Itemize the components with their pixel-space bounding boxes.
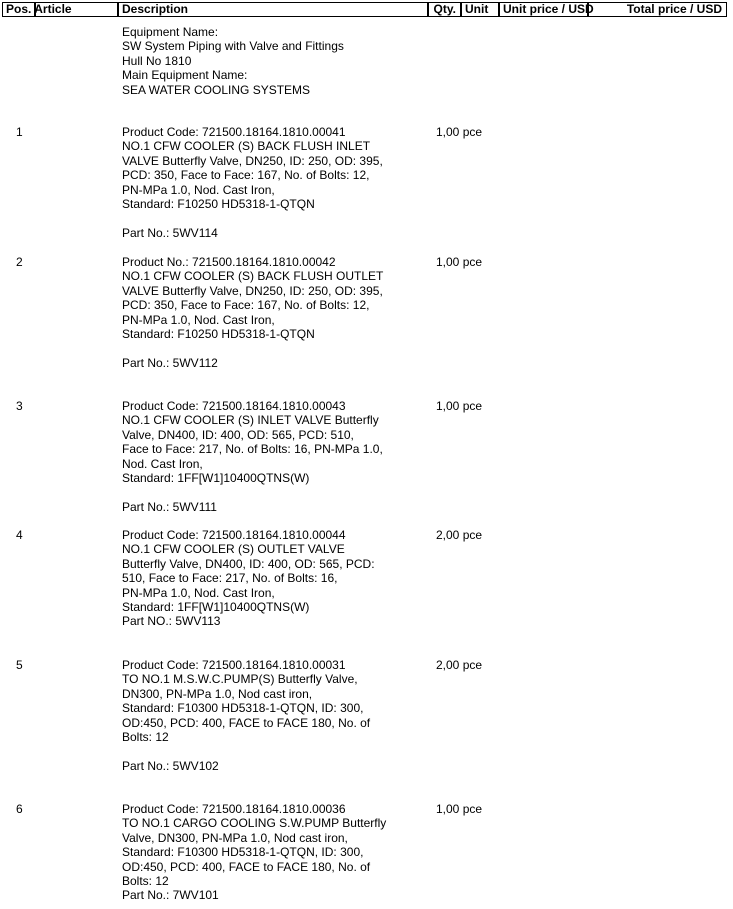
item-part-no: Part NO.: 5WV113 [122, 614, 221, 628]
desc-line: PN-MPa 1.0, Nod. Cast Iron, [122, 585, 275, 600]
table-header [0, 0, 733, 19]
item-description [122, 125, 383, 211]
item-description [122, 658, 370, 744]
desc-line: Product No.: 721500.18164.1810.00042 [122, 255, 336, 269]
desc-line: TO NO.1 CARGO COOLING S.W.PUMP Butterfly [122, 816, 387, 831]
equipment-line: SEA WATER COOLING SYSTEMS [122, 82, 311, 97]
equipment-line: SW System Piping with Valve and Fittings [122, 39, 344, 54]
item-qty: 2,00 pce [436, 528, 483, 542]
equipment-line: Main Equipment Name: [122, 68, 248, 83]
desc-line: Standard: F10300 HD5318-1-QTQN, ID: 300, [122, 701, 364, 716]
item-description [122, 255, 383, 341]
header-description-label: Description [122, 2, 189, 16]
desc-line: Bolts: 12 [122, 730, 169, 745]
desc-line: Butterfly Valve, DN400, ID: 400, OD: 565, PCD: [122, 556, 375, 571]
desc-line: PCD: 350, Face to Face: 167, No. of Bolts: 12, [122, 168, 370, 183]
item-pos: 5 [16, 658, 23, 672]
item-qty: 2,00 pce [436, 658, 483, 672]
item-pos: 3 [16, 399, 23, 413]
equipment-line: Hull No 1810 [122, 53, 192, 68]
desc-line: PN-MPa 1.0, Nod. Cast Iron, [122, 312, 275, 327]
desc-line: Bolts: 12 [122, 874, 169, 889]
item-part-no: Part No.: 5WV102 [122, 759, 219, 773]
desc-line: DN300, PN-MPa 1.0, Nod cast iron, [122, 686, 313, 701]
header-pos-label: Pos. Article [6, 2, 72, 16]
desc-line: Product Code: 721500.18164.1810.00043 [122, 399, 346, 413]
desc-line: NO.1 CFW COOLER (S) BACK FLUSH OUTLET [122, 269, 384, 284]
header-total-price-label: Total price / USD [626, 2, 722, 16]
desc-line: Nod. Cast Iron, [122, 456, 203, 471]
item-qty: 1,00 pce [436, 255, 483, 269]
desc-line: Face to Face: 217, No. of Bolts: 16, PN-MPa 1.0, [122, 442, 383, 457]
desc-line: NO.1 CFW COOLER (S) OUTLET VALVE [122, 542, 345, 557]
header-unit-label: Unit [465, 2, 489, 16]
desc-line: Product Code: 721500.18164.1810.00031 [122, 658, 346, 672]
item-qty: 1,00 pce [436, 802, 483, 816]
item-description [122, 399, 383, 485]
desc-line: Valve, DN400, ID: 400, OD: 565, PCD: 510, [122, 427, 354, 442]
desc-line: Standard: 1FF[W1]10400QTNS(W) [122, 600, 310, 615]
desc-line: Valve, DN300, PN-MPa 1.0, Nod cast iron, [122, 830, 348, 845]
item-part-no: Part No.: 5WV111 [122, 500, 217, 514]
desc-line: PN-MPa 1.0, Nod. Cast Iron, [122, 182, 275, 197]
item-pos: 1 [16, 125, 23, 139]
item-pos: 2 [16, 255, 23, 269]
desc-line: Product Code: 721500.18164.1810.00044 [122, 528, 346, 542]
desc-line: VALVE Butterfly Valve, DN250, ID: 250, OD: 395, [122, 153, 383, 168]
header-unit-price [499, 2, 594, 17]
desc-line: Product Code: 721500.18164.1810.00036 [122, 802, 346, 816]
desc-line: 510, Face to Face: 217, No. of Bolts: 16, [122, 571, 338, 586]
desc-line: NO.1 CFW COOLER (S) BACK FLUSH INLET [122, 139, 371, 154]
desc-line: TO NO.1 M.S.W.C.PUMP(S) Butterfly Valve, [122, 672, 358, 687]
desc-line: VALVE Butterfly Valve, DN250, ID: 250, OD: 395, [122, 283, 383, 298]
header-description [118, 2, 428, 17]
item-description [122, 802, 386, 888]
item-part-no: Part No.: 7WV101 [122, 888, 219, 902]
header-qty-label: Qty. [433, 2, 456, 16]
header-pos [2, 2, 72, 17]
item-qty: 1,00 pce [436, 399, 483, 413]
desc-line: Product Code: 721500.18164.1810.00041 [122, 125, 346, 139]
item-qty: 1,00 pce [436, 125, 483, 139]
header-total-price [588, 2, 727, 17]
desc-line: PCD: 350, Face to Face: 167, No. of Bolts: 12, [122, 298, 370, 313]
item-part-no: Part No.: 5WV114 [122, 226, 218, 240]
equipment-block [122, 25, 344, 97]
desc-line: Standard: 1FF[W1]10400QTNS(W) [122, 471, 310, 486]
item-pos: 6 [16, 802, 23, 816]
header-unit [461, 2, 499, 17]
desc-line: Standard: F10250 HD5318-1-QTQN [122, 327, 315, 342]
header-qty [428, 2, 461, 17]
desc-line: NO.1 CFW COOLER (S) INLET VALVE Butterfly [122, 413, 379, 428]
desc-line: OD:450, PCD: 400, FACE to FACE 180, No. of [122, 859, 371, 874]
header-article [35, 2, 118, 17]
desc-line: Standard: F10250 HD5318-1-QTQN [122, 197, 315, 212]
item-description [122, 528, 375, 614]
item-pos: 4 [16, 528, 23, 542]
equipment-line: Equipment Name: [122, 25, 219, 39]
header-unit-price-label: Unit price / USD [503, 2, 594, 16]
desc-line: OD:450, PCD: 400, FACE to FACE 180, No. of [122, 715, 371, 730]
desc-line: Standard: F10300 HD5318-1-QTQN, ID: 300, [122, 845, 364, 860]
item-part-no: Part No.: 5WV112 [122, 356, 218, 370]
